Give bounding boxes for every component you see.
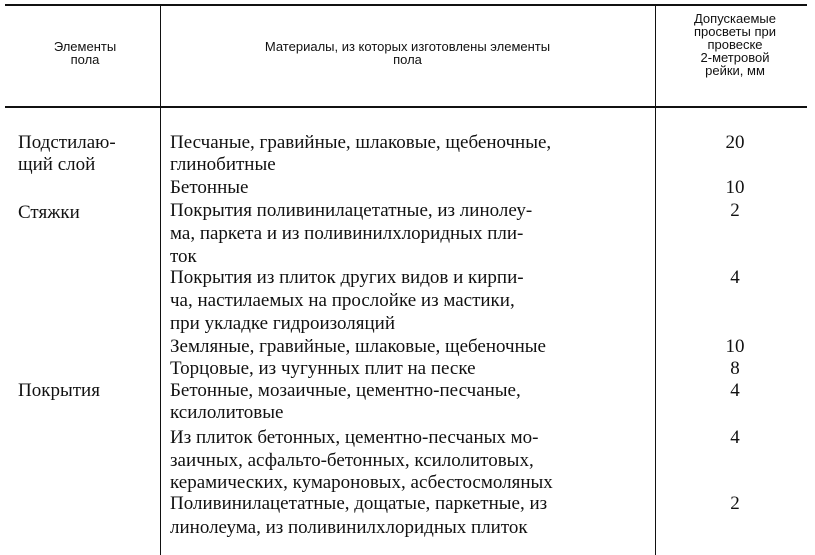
- header-elements-line: пола: [70, 52, 100, 67]
- header-materials: [165, 40, 650, 66]
- header-tolerance-line: просветы при: [694, 24, 776, 39]
- tolerance-value: 2: [730, 493, 740, 514]
- material-line: Бетонные: [170, 177, 249, 198]
- header-tolerance-line: 2-метровой: [700, 50, 770, 65]
- material-line: Торцовые, из чугунных плит на песке: [170, 358, 476, 379]
- top-rule: [5, 4, 807, 6]
- material-line: Покрытия из плиток других видов и кирпи-: [170, 267, 524, 288]
- material-line: Поливинилацетатные, дощатые, паркетные, из: [170, 493, 548, 514]
- header-elements: [15, 40, 155, 66]
- element-underlayer-line-2: щий слой: [18, 154, 96, 175]
- material-line: ксилолитовые: [170, 402, 284, 423]
- tolerance-value: 10: [725, 336, 745, 357]
- tolerance-value: 4: [730, 380, 740, 401]
- material-line: при укладке гидроизоляций: [170, 313, 396, 334]
- column-divider-2: [655, 4, 656, 555]
- header-tolerance: [660, 12, 810, 77]
- tolerance-value: 10: [725, 177, 745, 198]
- header-elements-line: Элементы: [53, 39, 117, 54]
- tolerance-value: 2: [730, 200, 740, 221]
- material-line: глинобитные: [170, 154, 276, 175]
- header-tolerance-line: провеске: [707, 37, 763, 52]
- tolerance-value: 4: [730, 267, 740, 288]
- material-line: ма, паркета и из поливинилхлоридных пли-: [170, 223, 524, 244]
- material-line: ча, настилаемых на прослойке из мастики,: [170, 290, 515, 311]
- material-line: Земляные, гравийные, шлаковые, щебеночные: [170, 336, 546, 357]
- material-line: заичных, асфальто-бетонных, ксилолитовых,: [170, 450, 534, 471]
- element-underlayer-line-1: Подстилаю-: [18, 132, 116, 153]
- header-materials-line: Материалы, из которых изготовлены элементы: [264, 39, 551, 54]
- tolerance-value: 20: [725, 132, 745, 153]
- header-tolerance-line: рейки, мм: [705, 63, 765, 78]
- material-line: Из плиток бетонных, цементно-песчаных мо-: [170, 427, 539, 448]
- material-line: ток: [170, 246, 197, 267]
- header-rule: [5, 106, 807, 108]
- element-coverings: Покрытия: [18, 380, 100, 401]
- tolerance-value: 4: [730, 427, 740, 448]
- material-line: Песчаные, гравийные, шлаковые, щебеночные,: [170, 132, 552, 153]
- element-screeds: Стяжки: [18, 202, 80, 223]
- header-materials-line: пола: [393, 52, 422, 67]
- material-line: линолеума, из поливинилхлоридных плиток: [170, 517, 528, 538]
- material-line: Бетонные, мозаичные, цементно-песчаные,: [170, 380, 521, 401]
- header-tolerance-line: Допускаемые: [693, 11, 777, 26]
- column-divider-1: [160, 4, 161, 555]
- material-line: Покрытия поливинилацетатные, из линолеу-: [170, 200, 533, 221]
- tolerance-value: 8: [730, 358, 740, 379]
- material-line: керамических, кумароновых, асбестосмоляных: [170, 472, 553, 493]
